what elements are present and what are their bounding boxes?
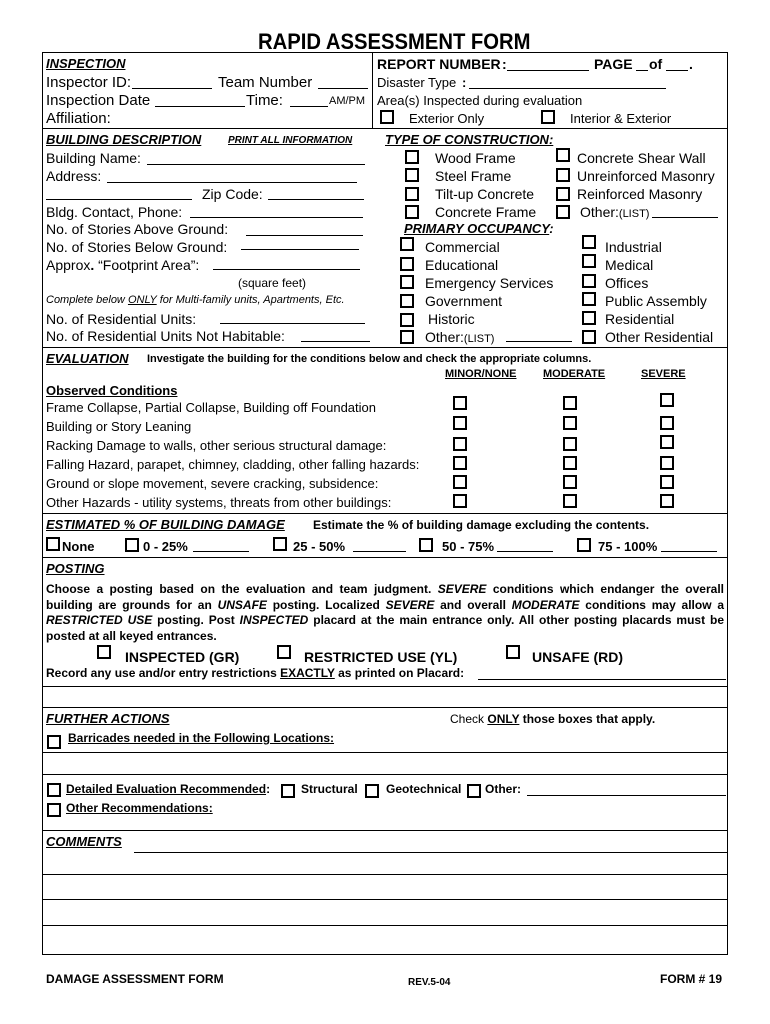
address-line-2-field[interactable]: [46, 199, 192, 200]
page-total-field[interactable]: [666, 70, 688, 71]
stories-below-field[interactable]: [241, 249, 359, 250]
reinforced-masonry-label: Reinforced Masonry: [577, 186, 703, 202]
footer-revision: REV.5-04: [408, 977, 451, 988]
zip-code-field[interactable]: [268, 199, 364, 200]
condition-label: Falling Hazard, parapet, chimney, cladding, other falling hazards:: [46, 457, 420, 472]
industrial-label: Industrial: [605, 239, 662, 255]
building-heading: BUILDING DESCRIPTION: [46, 132, 202, 147]
wood-frame-label: Wood Frame: [435, 150, 516, 166]
medical-label: Medical: [605, 257, 654, 273]
comments-line[interactable]: [42, 874, 728, 875]
inspection-date-field[interactable]: [155, 106, 245, 107]
condition-5-minor-checkbox[interactable]: [453, 475, 467, 489]
divider-rule: [42, 513, 728, 514]
barricades-line[interactable]: [42, 774, 728, 775]
condition-label: Other Hazards - utility systems, threats from other buildings:: [46, 495, 392, 510]
divider-rule: [42, 557, 728, 558]
posting-heading: POSTING: [46, 561, 105, 576]
check-only-note: Check ONLY those boxes that apply.: [450, 712, 656, 726]
construction-other-field[interactable]: [652, 217, 718, 218]
inspector-id-field[interactable]: [132, 88, 212, 89]
observed-conditions-heading: Observed Conditions: [46, 383, 178, 398]
further-other-label: Other:: [485, 782, 521, 796]
areas-inspected-label: Area(s) Inspected during evaluation: [377, 93, 583, 108]
team-number-label: Team Number: [218, 74, 313, 91]
disaster-type-label: Disaster Type: [377, 75, 457, 90]
detailed-evaluation-checkbox[interactable]: [47, 783, 61, 797]
government-checkbox[interactable]: [400, 294, 414, 308]
occupancy-other-checkbox[interactable]: [400, 330, 414, 344]
medical-checkbox[interactable]: [582, 254, 596, 268]
record-restrictions-field[interactable]: [478, 679, 726, 680]
damage-75-100-checkbox[interactable]: [577, 538, 591, 552]
structural-checkbox[interactable]: [281, 784, 295, 798]
steel-frame-checkbox[interactable]: [405, 168, 419, 182]
footprint-label: Approx. “Footprint Area”:: [46, 257, 200, 273]
comments-heading: COMMENTS: [46, 834, 122, 849]
res-not-habitable-field[interactable]: [301, 341, 370, 342]
emergency-services-label: Emergency Services: [425, 275, 554, 291]
condition-label: Racking Damage to walls, other serious structural damage:: [46, 438, 387, 453]
zip-code-label: Zip Code:: [202, 186, 263, 202]
damage-50-75-checkbox[interactable]: [419, 538, 433, 552]
concrete-shear-wall-label: Concrete Shear Wall: [577, 150, 706, 166]
report-number-colon: :: [502, 56, 507, 72]
interior-exterior-checkbox[interactable]: [541, 110, 555, 124]
report-number-field[interactable]: [507, 70, 589, 71]
historic-label: Historic: [428, 311, 475, 327]
evaluation-heading: EVALUATION: [46, 351, 129, 366]
reinforced-masonry-checkbox[interactable]: [556, 187, 570, 201]
offices-label: Offices: [605, 275, 649, 291]
barricades-line[interactable]: [42, 752, 728, 753]
res-units-label: No. of Residential Units:: [46, 311, 197, 327]
commercial-label: Commercial: [425, 239, 500, 255]
inspected-checkbox[interactable]: [97, 645, 111, 659]
barricades-checkbox[interactable]: [47, 735, 61, 749]
contact-field[interactable]: [190, 217, 363, 218]
footprint-field[interactable]: [213, 269, 360, 270]
posting-instructions: Choose a posting based on the evaluation and team judgment. SEVERE conditions which endanger the overall building are grounds for an UNSAFE posting. Localized SEVERE and overall MODERATE conditions may allow a RESTRICTED USE posting. Post INSPECTED placard at the main entrance only. All other posting placards must be posted at all keyed entrances.: [46, 582, 724, 643]
time-label: Time:: [246, 92, 283, 109]
col-minor-header: MINOR/NONE: [445, 368, 517, 380]
col-severe-header: SEVERE: [641, 368, 686, 380]
residential-label: Residential: [605, 311, 675, 327]
condition-2-moderate-checkbox[interactable]: [563, 416, 577, 430]
condition-3-minor-checkbox[interactable]: [453, 437, 467, 451]
condition-1-moderate-checkbox[interactable]: [563, 396, 577, 410]
address-label: Address:: [46, 168, 102, 184]
condition-1-minor-checkbox[interactable]: [453, 396, 467, 410]
wood-frame-checkbox[interactable]: [405, 150, 419, 164]
footer-form-name: DAMAGE ASSESSMENT FORM: [46, 972, 224, 986]
further-other-field[interactable]: [527, 795, 726, 796]
residential-checkbox[interactable]: [582, 311, 596, 325]
record-restrictions-label: Record any use and/or entry restrictions EXACTLY as printed on Placard:: [46, 666, 465, 680]
other-recommendations-label: Other Recommendations:: [66, 801, 213, 815]
condition-label: Ground or slope movement, severe cracking, subsidence:: [46, 476, 379, 491]
concrete-frame-label: Concrete Frame: [435, 204, 537, 220]
damage-heading: ESTIMATED % OF BUILDING DAMAGE: [46, 517, 285, 532]
detailed-evaluation-label: Detailed Evaluation Recommended:: [66, 782, 271, 796]
government-label: Government: [425, 293, 503, 309]
further-actions-heading: FURTHER ACTIONS: [46, 711, 170, 726]
restricted-use-label: RESTRICTED USE (YL): [304, 649, 458, 665]
condition-6-minor-checkbox[interactable]: [453, 494, 467, 508]
footer-form-number: FORM # 19: [660, 972, 723, 986]
educational-checkbox[interactable]: [400, 257, 414, 271]
structural-label: Structural: [301, 782, 358, 796]
occupancy-other-label: Other:(LIST): [425, 329, 495, 345]
geotechnical-label: Geotechnical: [386, 782, 462, 796]
divider-rule: [42, 128, 728, 129]
unreinforced-masonry-checkbox[interactable]: [556, 168, 570, 182]
other-residential-label: Other Residential: [605, 329, 714, 345]
page-of-label: of: [649, 56, 663, 72]
construction-other-label: Other:(LIST): [580, 204, 650, 220]
stories-below-label: No. of Stories Below Ground:: [46, 239, 228, 255]
damage-none-label: None: [62, 539, 95, 554]
concrete-shear-wall-checkbox[interactable]: [556, 148, 570, 162]
exterior-only-label: Exterior Only: [409, 111, 485, 126]
damage-none-checkbox[interactable]: [46, 537, 60, 551]
damage-25-50-field[interactable]: [353, 551, 406, 552]
damage-75-100-label: 75 - 100%: [598, 539, 658, 554]
disaster-type-colon: :: [462, 75, 467, 90]
comments-line[interactable]: [134, 852, 728, 853]
inspection-heading: INSPECTION: [46, 56, 126, 71]
interior-exterior-label: Interior & Exterior: [570, 111, 672, 126]
unsafe-checkbox[interactable]: [506, 645, 520, 659]
res-not-habitable-label: No. of Residential Units Not Habitable:: [46, 328, 285, 344]
commercial-checkbox[interactable]: [400, 237, 414, 251]
offices-checkbox[interactable]: [582, 274, 596, 288]
further-other-checkbox[interactable]: [467, 784, 481, 798]
other-residential-checkbox[interactable]: [582, 330, 596, 344]
divider-rule: [42, 830, 728, 831]
comments-line[interactable]: [42, 925, 728, 926]
divider-rule: [42, 347, 728, 348]
damage-75-100-field[interactable]: [661, 551, 717, 552]
concrete-frame-checkbox[interactable]: [405, 205, 419, 219]
unsafe-label: UNSAFE (RD): [532, 649, 623, 665]
restricted-use-checkbox[interactable]: [277, 645, 291, 659]
geotechnical-checkbox[interactable]: [365, 784, 379, 798]
condition-4-moderate-checkbox[interactable]: [563, 456, 577, 470]
print-all-note: PRINT ALL INFORMATION: [228, 135, 353, 146]
damage-50-75-label: 50 - 75%: [442, 539, 495, 554]
header-divider: [372, 52, 373, 128]
exterior-only-checkbox[interactable]: [380, 110, 394, 124]
damage-0-25-field[interactable]: [193, 551, 249, 552]
public-assembly-checkbox[interactable]: [582, 292, 596, 306]
damage-50-75-field[interactable]: [497, 551, 553, 552]
page-period: .: [689, 56, 693, 72]
public-assembly-label: Public Assembly: [605, 293, 707, 309]
damage-0-25-checkbox[interactable]: [125, 538, 139, 552]
occupancy-other-field[interactable]: [506, 341, 572, 342]
condition-4-severe-checkbox[interactable]: [660, 456, 674, 470]
report-number-label: REPORT NUMBER: [377, 56, 501, 72]
address-field[interactable]: [107, 182, 357, 183]
record-restrictions-line-2[interactable]: [42, 686, 728, 687]
stories-above-field[interactable]: [246, 235, 363, 236]
condition-5-severe-checkbox[interactable]: [660, 475, 674, 489]
condition-6-moderate-checkbox[interactable]: [563, 494, 577, 508]
educational-label: Educational: [425, 257, 499, 273]
historic-checkbox[interactable]: [400, 313, 414, 327]
divider-rule: [42, 707, 728, 708]
condition-1-severe-checkbox[interactable]: [660, 393, 674, 407]
contact-label: Bldg. Contact, Phone:: [46, 204, 183, 220]
page-label: PAGE: [594, 56, 633, 72]
tilt-up-checkbox[interactable]: [405, 187, 419, 201]
construction-other-checkbox[interactable]: [556, 205, 570, 219]
damage-25-50-checkbox[interactable]: [273, 537, 287, 551]
team-number-field[interactable]: [318, 88, 368, 89]
evaluation-instruction: Investigate the building for the conditions below and check the appropriate columns.: [147, 353, 592, 365]
affiliation-label: Affiliation:: [46, 110, 111, 127]
condition-3-moderate-checkbox[interactable]: [563, 437, 577, 451]
inspection-date-label: Inspection Date: [46, 92, 151, 109]
damage-instruction: Estimate the % of building damage excluding the contents.: [313, 518, 650, 532]
condition-2-severe-checkbox[interactable]: [660, 416, 674, 430]
emergency-services-checkbox[interactable]: [400, 275, 414, 289]
damage-25-50-label: 25 - 50%: [293, 539, 346, 554]
industrial-checkbox[interactable]: [582, 235, 596, 249]
square-feet-note: (square feet): [238, 276, 307, 290]
comments-line[interactable]: [42, 899, 728, 900]
unreinforced-masonry-label: Unreinforced Masonry: [577, 168, 715, 184]
page-field[interactable]: [636, 70, 648, 71]
inspector-id-label: Inspector ID:: [46, 74, 132, 91]
disaster-type-field[interactable]: [469, 88, 666, 89]
inspected-label: INSPECTED (GR): [125, 649, 240, 665]
building-name-field[interactable]: [147, 164, 365, 165]
condition-5-moderate-checkbox[interactable]: [563, 475, 577, 489]
damage-0-25-label: 0 - 25%: [143, 539, 188, 554]
multifamily-note: Complete below ONLY for Multi-family units, Apartments, Etc.: [46, 294, 345, 306]
time-field[interactable]: [290, 106, 328, 107]
res-units-field[interactable]: [220, 323, 365, 324]
condition-label: Building or Story Leaning: [46, 419, 192, 434]
condition-4-minor-checkbox[interactable]: [453, 456, 467, 470]
building-name-label: Building Name:: [46, 150, 141, 166]
barricades-label: Barricades needed in the Following Locations:: [68, 731, 335, 745]
condition-2-minor-checkbox[interactable]: [453, 416, 467, 430]
construction-heading: TYPE OF CONSTRUCTION:: [385, 132, 554, 147]
form-title: RAPID ASSESSMENT FORM: [258, 29, 531, 54]
occupancy-heading: PRIMARY OCCUPANCY:: [404, 221, 554, 236]
ampm-label: AM/PM: [329, 95, 366, 107]
steel-frame-label: Steel Frame: [435, 168, 512, 184]
condition-6-severe-checkbox[interactable]: [660, 494, 674, 508]
stories-above-label: No. of Stories Above Ground:: [46, 221, 229, 237]
tilt-up-label: Tilt-up Concrete: [435, 186, 535, 202]
other-recommendations-checkbox[interactable]: [47, 803, 61, 817]
col-moderate-header: MODERATE: [543, 368, 606, 380]
condition-label: Frame Collapse, Partial Collapse, Building off Foundation: [46, 400, 376, 415]
condition-3-severe-checkbox[interactable]: [660, 435, 674, 449]
